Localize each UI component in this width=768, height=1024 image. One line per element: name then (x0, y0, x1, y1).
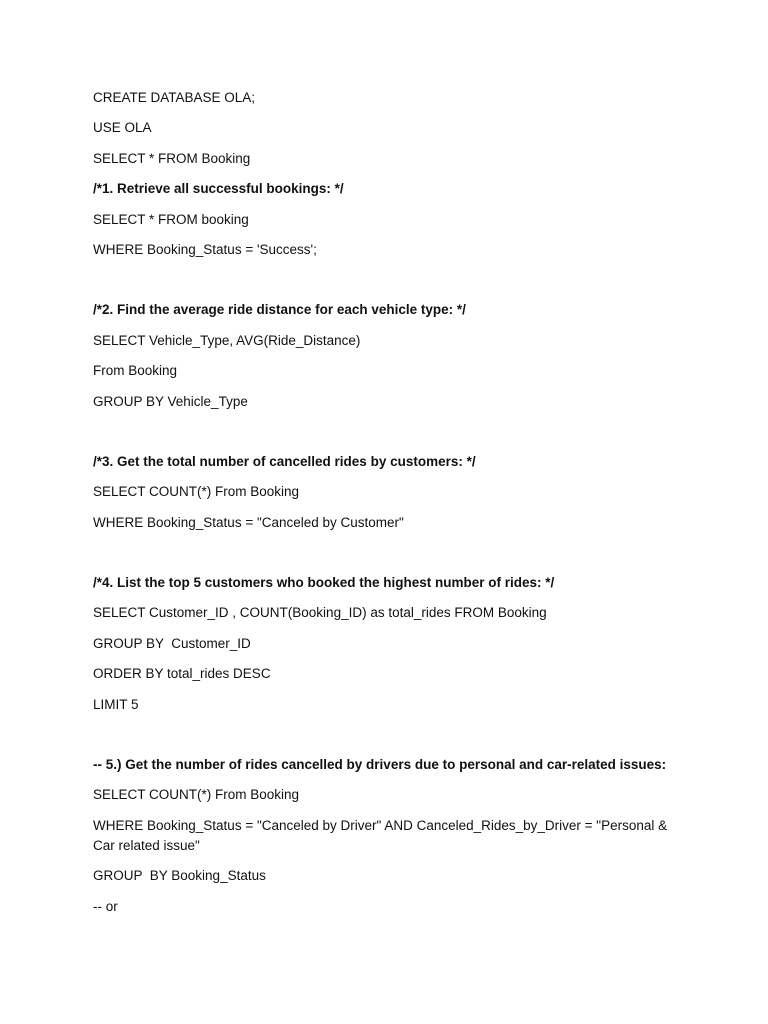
sql-line-create-database: CREATE DATABASE OLA; (93, 90, 256, 105)
section-spacer (93, 725, 683, 755)
sql-line-q1-where: WHERE Booking_Status = 'Success'; (93, 241, 317, 257)
query-heading-3: /*3. Get the total number of cancelled rides by customers: */ (93, 453, 476, 469)
sql-line-q5-select: SELECT COUNT(*) From Booking (93, 787, 300, 803)
sql-line-q4-group: GROUP BY Customer_ID (93, 635, 251, 651)
section-spacer (93, 270, 683, 300)
sql-line-q3-select: SELECT COUNT(*) From Booking (93, 484, 300, 500)
document-page (93, 88, 683, 927)
sql-line-q4-order: ORDER BY total_rides DESC (93, 666, 271, 682)
query-heading-5: -- 5.) Get the number of rides cancelled by drivers due to personal and car-related issues: (93, 757, 667, 773)
sql-line-q4-select: SELECT Customer_ID , COUNT(Booking_ID) as total_rides FROM Booking (93, 605, 547, 621)
sql-line-q2-select: SELECT Vehicle_Type, AVG(Ride_Distance) (93, 332, 361, 348)
sql-line-q5-group: GROUP BY Booking_Status (93, 868, 266, 884)
sql-line-select-booking: SELECT * FROM Booking (93, 150, 251, 166)
section-spacer (93, 422, 683, 452)
sql-line-q1-select: SELECT * FROM booking (93, 211, 249, 227)
sql-line-q5-where: WHERE Booking_Status = "Canceled by Driver" AND Canceled_Rides_by_Driver = "Personal & Car related issue" (93, 817, 671, 853)
sql-line-q2-from: From Booking (93, 363, 178, 379)
sql-line-q3-where: WHERE Booking_Status = "Canceled by Customer" (93, 514, 404, 530)
query-heading-4: /*4. List the top 5 customers who booked the highest number of rides: */ (93, 575, 555, 591)
section-spacer (93, 543, 683, 573)
sql-comment-or: -- or (93, 898, 118, 914)
sql-line-q2-group: GROUP BY Vehicle_Type (93, 393, 248, 409)
query-heading-2: /*2. Find the average ride distance for each vehicle type: */ (93, 302, 466, 318)
sql-line-q4-limit: LIMIT 5 (93, 696, 139, 712)
sql-line-use-database: USE OLA (93, 120, 152, 136)
query-heading-1: /*1. Retrieve all successful bookings: */ (93, 181, 344, 197)
